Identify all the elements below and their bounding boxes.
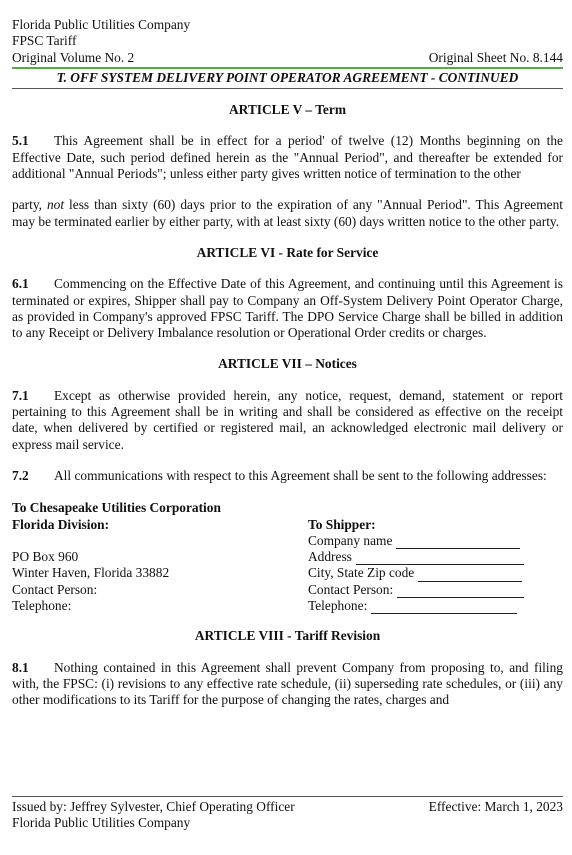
shipper-contact-label: Contact Person: bbox=[308, 581, 394, 597]
footer-effective-date: Effective: March 1, 2023 bbox=[428, 799, 563, 814]
shipper-heading: To Shipper: bbox=[308, 516, 376, 532]
paragraph-5-1-cont-b: less than sixty (60) days prior to the expiration of any "Annual Period". This Agreement may be terminated earlier by either party, with at least sixty (60) days written notice to the other party. bbox=[12, 197, 563, 229]
company-city: Winter Haven, Florida 33882 bbox=[12, 565, 170, 581]
header-volume-line bbox=[12, 50, 563, 66]
header-green-rule bbox=[12, 67, 563, 69]
shipper-company-field bbox=[308, 533, 563, 549]
paragraph-6-1-text: Commencing on the Effective Date of this Agreement, and continuing until this Agreement is terminated or expires, Shipper shall pay to Company an Off-System Delivery Point Operator Charge, as provided in Company's approved FPSC Tariff. The DPO Service Charge shall be billed in addition to any Receipt or Delivery Imbalance resolution or Operational Order credits or charges. bbox=[12, 276, 563, 341]
shipper-company-blank bbox=[396, 536, 520, 549]
shipper-address-blank bbox=[356, 552, 524, 565]
article-8-title: ARTICLE VIII - Tariff Revision bbox=[194, 628, 381, 644]
paragraph-6-1-number: 6.1 bbox=[12, 276, 29, 292]
shipper-city-field bbox=[308, 565, 563, 581]
shipper-address-block bbox=[308, 517, 563, 615]
paragraph-5-1 bbox=[12, 133, 563, 182]
division-heading: Florida Division: bbox=[12, 516, 110, 532]
paragraph-5-1-emphasis: not bbox=[46, 197, 65, 213]
shipper-city-label: City, State Zip code bbox=[308, 565, 415, 581]
paragraph-7-1 bbox=[12, 388, 563, 453]
paragraph-6-1 bbox=[12, 276, 563, 341]
shipper-company-label: Company name bbox=[308, 532, 393, 548]
header-tariff: FPSC Tariff bbox=[12, 33, 77, 49]
paragraph-8-1-number: 8.1 bbox=[12, 659, 29, 675]
article-6-title: ARTICLE VI - Rate for Service bbox=[196, 244, 379, 260]
paragraph-5-1-cont-a: party, bbox=[12, 197, 47, 213]
paragraph-7-1-text: Except as otherwise provided herein, any notice, request, demand, statement or report pertaining to this Agreement shall be in writing and shall be considered as effective on the receipt date, when delivered by certified or registered mail, an acknowledged electronic mail delivery or express mail service. bbox=[12, 387, 563, 452]
paragraph-7-2-number: 7.2 bbox=[12, 467, 29, 483]
shipper-telephone-blank bbox=[371, 601, 517, 614]
shipper-contact-field bbox=[308, 582, 563, 598]
company-address-block bbox=[12, 517, 308, 615]
paragraph-8-1 bbox=[12, 660, 563, 709]
company-po-box: PO Box 960 bbox=[12, 549, 79, 565]
paragraph-8-1-text: Nothing contained in this Agreement shall prevent Company from proposing to, and filing with, the FPSC: (i) revisions to any effective rate schedule, (ii) superseding rate schedules, or (iii) any other modifications to its Tariff for the purpose of changing the rates, charges and bbox=[12, 659, 563, 708]
header-company: Florida Public Utilities Company bbox=[12, 17, 191, 32]
tariff-page bbox=[12, 17, 563, 709]
paragraph-5-1-text: This Agreement shall be in effect for a period' of twelve (12) Months beginning on the Effective Date, such period defined herein as the "Annual Period", and thereafter be extended for additional "Annual Periods"; unless either party gives written notice of termination to the other bbox=[12, 133, 563, 182]
paragraph-7-2 bbox=[12, 468, 563, 484]
address-columns bbox=[12, 517, 563, 615]
header-sheet-number: Original Sheet No. 8.144 bbox=[428, 49, 563, 65]
header-volume: Original Volume No. 2 bbox=[12, 49, 135, 65]
footer-issued-line bbox=[12, 799, 563, 815]
footer-company: Florida Public Utilities Company bbox=[12, 815, 191, 831]
header-thin-rule bbox=[12, 88, 563, 89]
footer-rule bbox=[12, 796, 563, 797]
shipper-city-blank bbox=[418, 569, 522, 582]
shipper-contact-blank bbox=[397, 585, 524, 598]
article-7-title: ARTICLE VII – Notices bbox=[218, 356, 357, 372]
article-5-title: ARTICLE V – Term bbox=[229, 102, 346, 118]
company-contact-label: Contact Person: bbox=[12, 581, 98, 597]
shipper-address-label: Address bbox=[308, 549, 352, 565]
company-telephone-label: Telephone: bbox=[12, 598, 72, 614]
shipper-telephone-label: Telephone: bbox=[308, 598, 368, 614]
paragraph-5-1-continued bbox=[12, 197, 563, 230]
paragraph-7-1-number: 7.1 bbox=[12, 387, 29, 403]
company-address-heading: To Chesapeake Utilities Corporation bbox=[12, 500, 221, 516]
footer-issued-by: Issued by: Jeffrey Sylvester, Chief Operating Officer bbox=[12, 799, 295, 814]
section-subtitle: T. OFF SYSTEM DELIVERY POINT OPERATOR AGREEMENT - CONTINUED bbox=[56, 69, 519, 85]
page-footer bbox=[12, 796, 563, 832]
shipper-address-field bbox=[308, 549, 563, 565]
shipper-telephone-field bbox=[308, 598, 563, 614]
paragraph-5-1-number: 5.1 bbox=[12, 133, 29, 149]
paragraph-7-2-text: All communications with respect to this Agreement shall be sent to the following addresses: bbox=[54, 467, 547, 483]
